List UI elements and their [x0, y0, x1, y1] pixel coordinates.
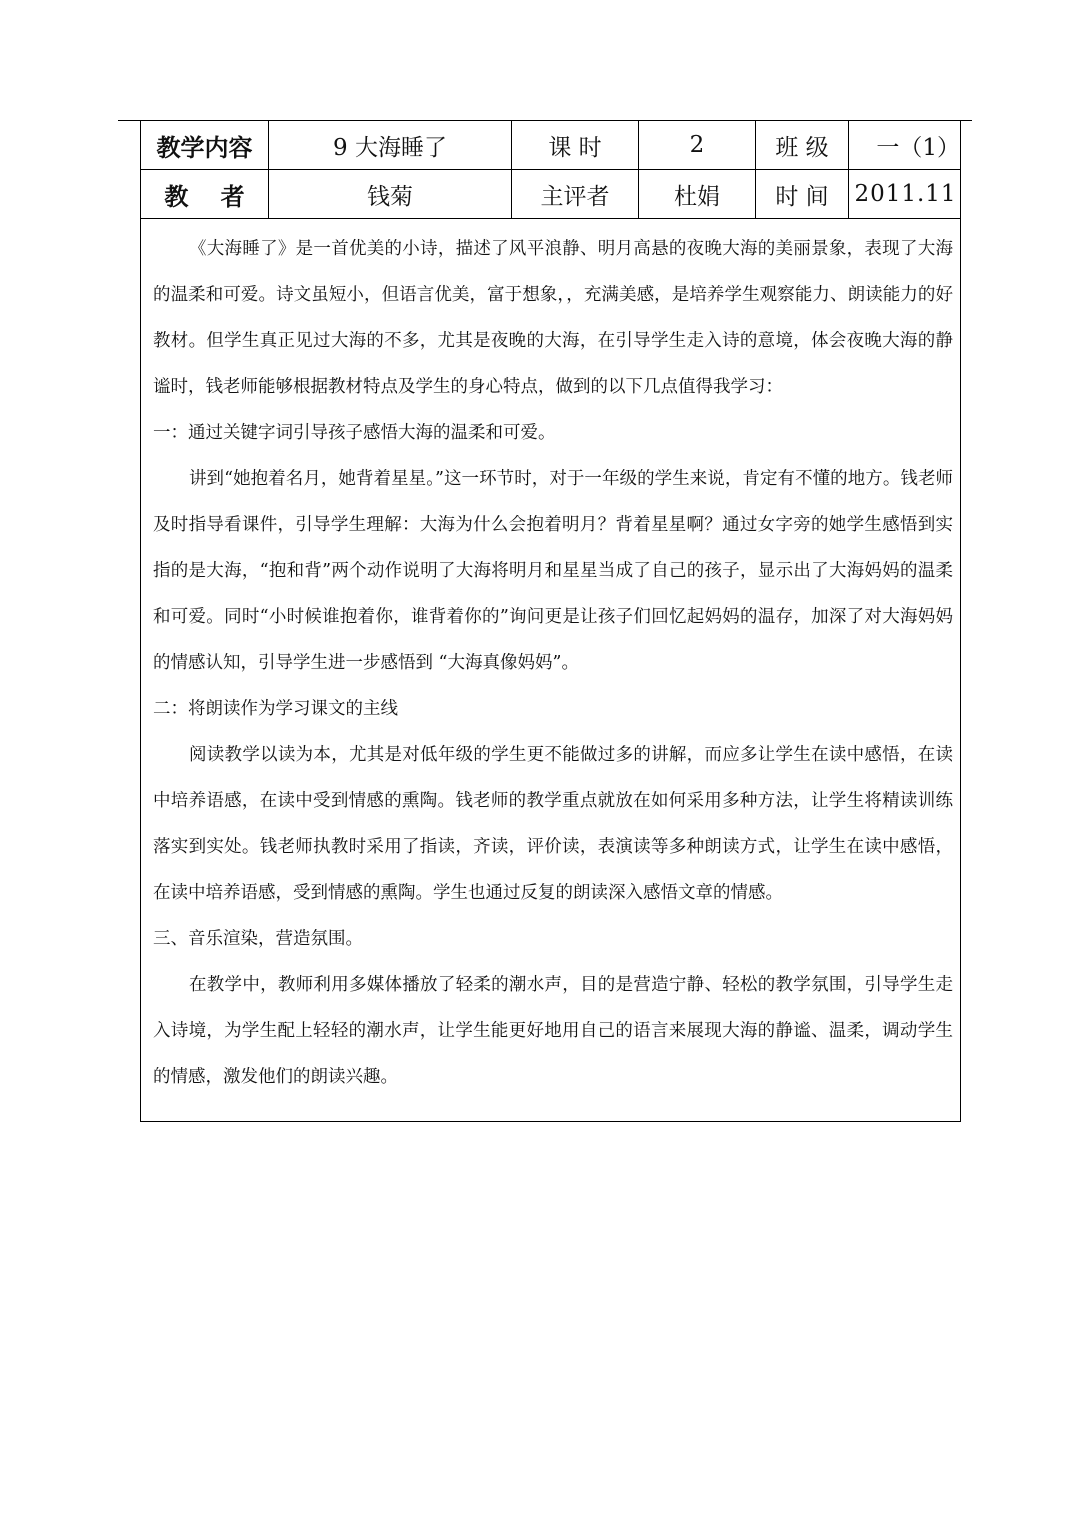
class-period-value: 2 — [639, 121, 756, 169]
paragraph-section-1: 讲到“她抱着名月，她背着星星。”这一环节时，对于一年级的学生来说，肯定有不懂的地方。钱老师及时指导看课件，引导学生理解：大海为什么会抱着明月？背着星星啊？通过女字旁的她学生感悟到实指的是大海，“抱和背”两个动作说明了大海将明月和星星当成了自己的孩子，显示出了大海妈妈的温柔和可爱。同时“小时候谁抱着你，谁背着你的”询问更是让孩子们回忆起妈妈的温存，加深了对大海妈妈的情感认知，引导学生进一步感悟到 “大海真像妈妈”。 — [153, 469, 953, 673]
time-value: 2011.11 — [854, 181, 957, 207]
evaluation-text — [153, 226, 953, 1100]
label-teaching-content: 教学内容 — [141, 121, 269, 169]
class-grade-value: 一（1） — [876, 134, 960, 161]
section-heading-1: 一：通过关键字词引导孩子感悟大海的温柔和可爱。 — [153, 423, 556, 443]
label-class-grade: 班 级 — [756, 121, 849, 169]
evaluation-form — [140, 121, 961, 1122]
paragraph-section-3: 在教学中，教师利用多媒体播放了轻柔的潮水声，目的是营造宁静、轻松的教学氛围，引导学生走入诗境，为学生配上轻轻的潮水声，让学生能更好地用自己的语言来展现大海的静谧、温柔，调动学生的情感，激发他们的朗读兴趣。 — [153, 975, 953, 1087]
paragraph-section-2: 阅读教学以读为本，尤其是对低年级的学生更不能做过多的讲解，而应多让学生在读中感悟，在读中培养语感，在读中受到情感的熏陶。钱老师的教学重点就放在如何采用多种方法，让学生将精读训练落实到实处。钱老师执教时采用了指读，齐读，评价读，表演读等多种朗读方式，让学生在读中感悟，在读中培养语感，受到情感的熏陶。学生也通过反复的朗读深入感悟文章的情感。 — [153, 745, 953, 903]
label-time: 时 间 — [756, 170, 849, 218]
teacher-value: 钱菊 — [269, 170, 512, 218]
reviewer-value: 杜娟 — [639, 170, 756, 218]
paragraph-intro: 《大海睡了》是一首优美的小诗，描述了风平浪静、明月高悬的夜晚大海的美丽景象，表现了大海的温柔和可爱。诗文虽短小，但语言优美，富于想象，，充满美感，是培养学生观察能力、朗读能力的好教材。但学生真正见过大海的不多，尤其是夜晚的大海，在引导学生走入诗的意境，体会夜晚大海的静谧时，钱老师能够根据教材特点及学生的身心特点，做到的以下几点值得我学习： — [153, 239, 953, 397]
label-class-period: 课 时 — [512, 121, 639, 169]
teaching-content-value: 9 大海睡了 — [269, 121, 512, 169]
header-row-1 — [141, 121, 960, 170]
header-row-2 — [141, 170, 960, 219]
label-teacher: 教 者 — [141, 170, 269, 218]
section-heading-2: 二：将朗读作为学习课文的主线 — [153, 699, 398, 719]
section-heading-3: 三、音乐渲染，营造氛围。 — [153, 929, 363, 949]
label-reviewer: 主评者 — [512, 170, 639, 218]
